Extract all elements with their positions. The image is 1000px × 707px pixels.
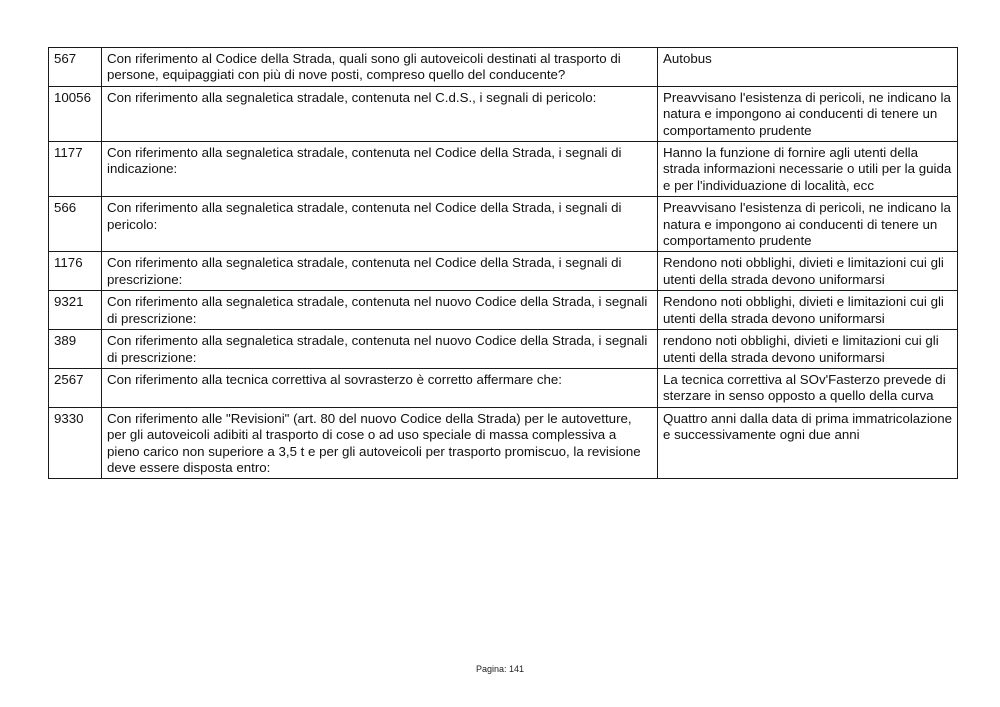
question-text: Con riferimento alla segnaletica stradale, contenuta nel Codice della Strada, i segnali di pericolo:: [102, 197, 658, 252]
answer-text: La tecnica correttiva al SOv'Fasterzo prevede di sterzare in senso opposto a quello della curva: [658, 368, 958, 407]
answer-text: Rendono noti obblighi, divieti e limitazioni cui gli utenti della strada devono uniformarsi: [658, 291, 958, 330]
question-id: 1176: [49, 252, 102, 291]
question-text: Con riferimento alla segnaletica stradale, contenuta nel Codice della Strada, i segnali di prescrizione:: [102, 252, 658, 291]
quiz-table-body: [49, 48, 958, 479]
question-id: 1177: [49, 142, 102, 197]
question-text: Con riferimento alla segnaletica stradale, contenuta nel nuovo Codice della Strada, i segnali di prescrizione:: [102, 330, 658, 369]
table-row: [49, 48, 958, 87]
question-text: Con riferimento alla segnaletica stradale, contenuta nel nuovo Codice della Strada, i segnali di prescrizione:: [102, 291, 658, 330]
answer-text: Quattro anni dalla data di prima immatricolazione e successivamente ogni due anni: [658, 407, 958, 479]
question-text: Con riferimento alla segnaletica stradale, contenuta nel C.d.S., i segnali di pericolo:: [102, 86, 658, 141]
question-id: 10056: [49, 86, 102, 141]
page-number-footer: Pagina: 141: [475, 664, 525, 674]
table-row: [49, 291, 958, 330]
table-row: [49, 407, 958, 479]
question-id: 2567: [49, 368, 102, 407]
table-row: [49, 330, 958, 369]
answer-text: rendono noti obblighi, divieti e limitazioni cui gli utenti della strada devono uniformarsi: [658, 330, 958, 369]
question-text: Con riferimento alla tecnica correttiva al sovrasterzo è corretto affermare che:: [102, 368, 658, 407]
question-text: Con riferimento alla segnaletica stradale, contenuta nel Codice della Strada, i segnali di indicazione:: [102, 142, 658, 197]
table-row: [49, 86, 958, 141]
answer-text: Autobus: [658, 48, 958, 87]
table-row: [49, 197, 958, 252]
question-id: 389: [49, 330, 102, 369]
question-text: Con riferimento alle "Revisioni" (art. 80 del nuovo Codice della Strada) per le autovetture, per gli autoveicoli adibiti al trasporto di cose o ad uso speciale di massa complessiva a pieno carico non superiore a 3,5 t e per gli autoveicoli per trasporto promiscuo, la revisione deve essere disposta entro:: [102, 407, 658, 479]
table-row: [49, 142, 958, 197]
answer-text: Hanno la funzione di fornire agli utenti della strada informazioni necessarie o utili per la guida e per l'individuazione di località, ecc: [658, 142, 958, 197]
answer-text: Preavvisano l'esistenza di pericoli, ne indicano la natura e impongono ai conducenti di tenere un comportamento prudente: [658, 197, 958, 252]
question-id: 9330: [49, 407, 102, 479]
question-id: 9321: [49, 291, 102, 330]
quiz-table: [48, 47, 958, 479]
question-text: Con riferimento al Codice della Strada, quali sono gli autoveicoli destinati al trasporto di persone, equipaggiati con più di nove posti, compreso quello del conducente?: [102, 48, 658, 87]
table-row: [49, 368, 958, 407]
table-row: [49, 252, 958, 291]
answer-text: Preavvisano l'esistenza di pericoli, ne indicano la natura e impongono ai conducenti di tenere un comportamento prudente: [658, 86, 958, 141]
answer-text: Rendono noti obblighi, divieti e limitazioni cui gli utenti della strada devono uniformarsi: [658, 252, 958, 291]
question-id: 566: [49, 197, 102, 252]
question-id: 567: [49, 48, 102, 87]
